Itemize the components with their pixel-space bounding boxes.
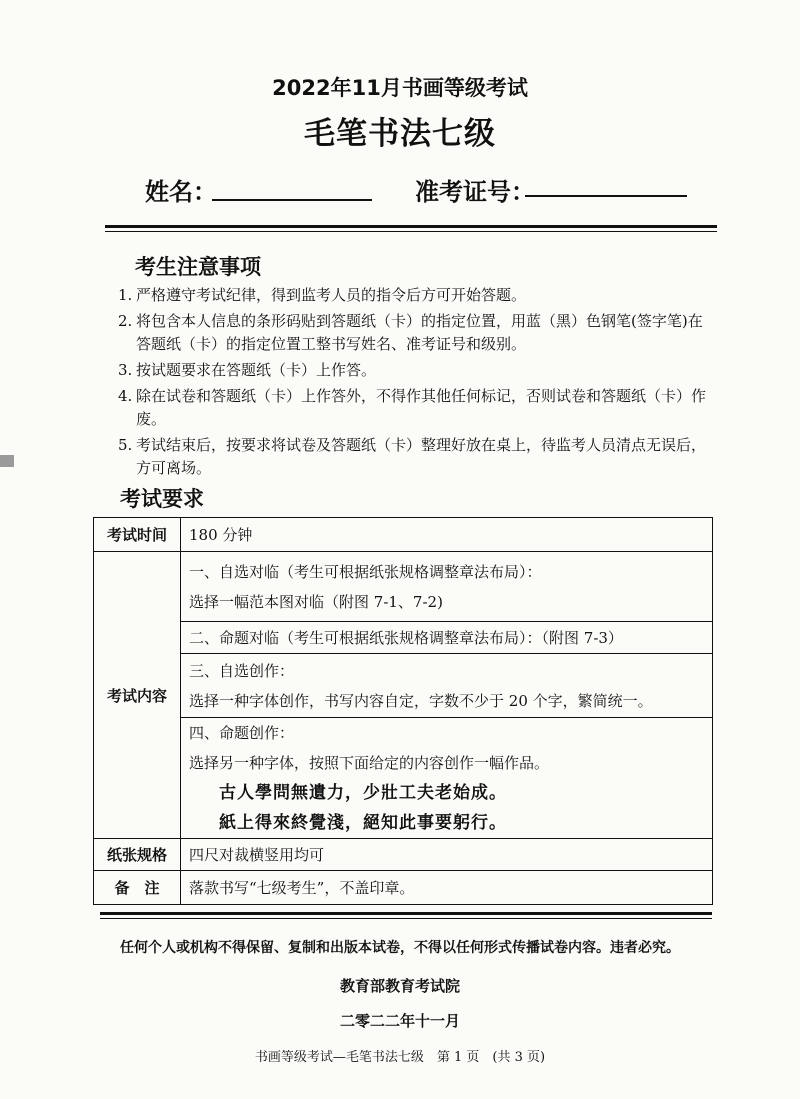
footer-divider-thick	[100, 912, 712, 915]
notices-heading: 考生注意事项	[135, 255, 261, 279]
poem-line-2: 紙上得來終覺淺，絕知此事要躬行。	[219, 813, 507, 833]
table-row	[94, 718, 713, 839]
issuer: 教育部教育考试院	[339, 977, 460, 995]
poem-line-1: 古人學問無遺力，少壯工夫老始成。	[219, 783, 507, 803]
copyright-notice: 任何个人或机构不得保留、复制和出版本试卷，不得以任何形式传播试卷内容。违者必究。	[120, 940, 680, 956]
footer-divider-thin	[100, 918, 712, 919]
header-divider-thick	[105, 225, 717, 228]
notice-text: 考试结束后，按要求将试卷及答题纸（卡）整理好放在桌上，待监考人员清点无误后，方可离场。	[136, 436, 707, 477]
content-part-3	[181, 654, 713, 718]
part2-heading: 二、命题对临（考生可根据纸张规格调整章法布局）：（附图 7-3）	[189, 628, 623, 647]
list-item	[108, 434, 708, 480]
issue-date: 二零二二年十一月	[339, 1012, 460, 1030]
part3-detail: 选择一种字体创作，书写内容自定，字数不少于 20 个字，繁简统一。	[189, 691, 653, 710]
notices-list	[108, 284, 708, 480]
name-label: 姓名：	[145, 178, 217, 206]
page-footer: 书画等级考试—毛笔书法七级 第 1 页 (共 3 页)	[254, 1050, 546, 1065]
table-row	[94, 839, 713, 871]
notice-text: 严格遵守考试纪律，得到监考人员的指令后方可开始答题。	[136, 286, 527, 304]
content-part-2	[181, 622, 713, 654]
paper-spec-value: 四尺对裁横竖用均可	[181, 839, 713, 871]
content-part-4	[181, 718, 713, 839]
part1-detail: 选择一幅范本图对临（附图 7-1、7-2)	[189, 592, 443, 611]
exam-subject-title: 毛笔书法七级	[304, 116, 496, 152]
list-item	[108, 385, 708, 431]
exam-content-label: 考试内容	[94, 552, 181, 839]
paper-spec-label: 纸张规格	[94, 839, 181, 871]
part4-detail: 选择另一种字体，按照下面给定的内容创作一幅作品。	[189, 754, 550, 772]
table-row	[94, 871, 713, 905]
content-part-1	[181, 552, 713, 622]
notice-text: 除在试卷和答题纸（卡）上作答外，不得作其他任何标记，否则试卷和答题纸（卡）作废。	[136, 387, 707, 428]
exam-id-blank-line	[525, 195, 687, 197]
list-item	[108, 359, 708, 382]
remark-value: 落款书写“七级考生”，不盖印章。	[181, 871, 713, 905]
part3-heading: 三、自选创作：	[189, 661, 295, 680]
notice-number: 2.	[118, 312, 133, 330]
requirements-table	[93, 517, 713, 905]
table-row	[94, 654, 713, 718]
part1-heading: 一、自选对临（考生可根据纸张规格调整章法布局）：	[189, 562, 542, 581]
table-row	[94, 622, 713, 654]
exam-title: 2022年11月书画等级考试	[272, 76, 528, 100]
requirements-heading: 考试要求	[120, 487, 204, 511]
notice-number: 3.	[118, 361, 133, 379]
list-item	[108, 284, 708, 307]
table-row	[94, 518, 713, 552]
exam-time-value: 180 分钟	[181, 518, 713, 552]
list-item	[108, 310, 708, 356]
notice-text: 将包含本人信息的条形码贴到答题纸（卡）的指定位置，用蓝（黑）色钢笔(签字笔)在答题纸（卡）的指定位置工整书写姓名、准考证号和级别。	[136, 312, 703, 353]
notice-text: 按试题要求在答题纸（卡）上作答。	[136, 361, 377, 379]
exam-time-label: 考试时间	[94, 518, 181, 552]
notice-number: 1.	[118, 286, 133, 304]
scan-artifact	[0, 455, 14, 467]
notice-number: 5.	[118, 436, 133, 454]
exam-id-label: 准考证号：	[415, 178, 535, 206]
name-blank-line	[212, 199, 372, 201]
remark-label: 备 注	[94, 871, 181, 905]
notice-number: 4.	[118, 387, 133, 405]
part4-heading: 四、命题创作：	[189, 724, 295, 742]
table-row	[94, 552, 713, 622]
header-divider-thin	[105, 231, 717, 232]
